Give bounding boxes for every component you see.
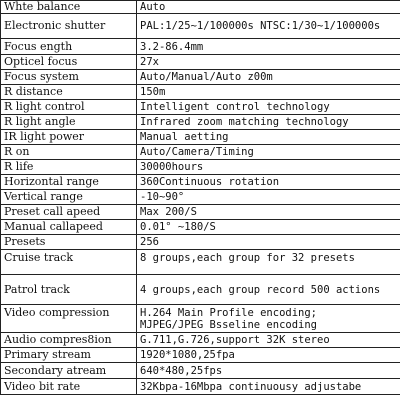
spec-value: 32Kbpa-16Mbpa continuousy adjustabe xyxy=(137,379,400,395)
spec-label: Manual callapeed xyxy=(1,220,137,235)
table-row xyxy=(1,190,400,205)
spec-label: Cruise track xyxy=(1,250,137,275)
table-row xyxy=(1,363,400,379)
spec-label: Opticel focus xyxy=(1,55,137,70)
table-row xyxy=(1,220,400,235)
spec-label: R light control xyxy=(1,100,137,115)
table-row xyxy=(1,160,400,175)
spec-value: Auto/Camera/Timing xyxy=(137,145,400,160)
spec-label: R on xyxy=(1,145,137,160)
spec-value: 150m xyxy=(137,85,400,100)
spec-label: R life xyxy=(1,160,137,175)
table-row xyxy=(1,275,400,305)
table-row xyxy=(1,175,400,190)
spec-value: Intelligent control technology xyxy=(137,100,400,115)
spec-value: 4 groups,each group record 500 actions xyxy=(137,275,400,305)
spec-value: 360Continuous rotation xyxy=(137,175,400,190)
spec-value: 1920*1080,25fpa xyxy=(137,348,400,363)
table-row xyxy=(1,14,400,39)
spec-label: IR light power xyxy=(1,130,137,145)
table-row xyxy=(1,1,400,14)
spec-label: Video compression xyxy=(1,305,137,333)
table-row xyxy=(1,305,400,333)
table-row xyxy=(1,250,400,275)
table-row xyxy=(1,145,400,160)
table-row xyxy=(1,235,400,250)
spec-label: Primary stream xyxy=(1,348,137,363)
spec-label: Video bit rate xyxy=(1,379,137,395)
table-row xyxy=(1,333,400,348)
spec-value-line-2: MJPEG/JPEG Bsseline encoding xyxy=(140,319,318,331)
spec-label: Electronic shutter xyxy=(1,14,137,39)
spec-label: R distance xyxy=(1,85,137,100)
table-row xyxy=(1,70,400,85)
spec-label: R light angle xyxy=(1,115,137,130)
table-row xyxy=(1,39,400,55)
spec-value: 256 xyxy=(137,235,400,250)
spec-value: -10~90° xyxy=(137,190,400,205)
table-row xyxy=(1,379,400,395)
spec-label: Focus system xyxy=(1,70,137,85)
spec-value: 3.2-86.4mm xyxy=(137,39,400,55)
spec-label: Secondary atream xyxy=(1,363,137,379)
spec-label: Focus ength xyxy=(1,39,137,55)
spec-value: 8 groups,each group for 32 presets xyxy=(137,250,400,275)
table-row xyxy=(1,205,400,220)
spec-label: Preset call apeed xyxy=(1,205,137,220)
spec-value: Auto/Manual/Auto z00m xyxy=(137,70,400,85)
spec-label: Horizontal range xyxy=(1,175,137,190)
spec-value: Max 200/S xyxy=(137,205,400,220)
spec-value-line-1: H.264 Main Profile encoding; xyxy=(140,307,318,319)
spec-label: Patrol track xyxy=(1,275,137,305)
spec-value: 0.01° ~180/S xyxy=(137,220,400,235)
spec-value: Infrared zoom matching technology xyxy=(137,115,400,130)
spec-value: 27x xyxy=(137,55,400,70)
table-row xyxy=(1,100,400,115)
spec-value: Auto xyxy=(137,1,400,14)
table-row xyxy=(1,115,400,130)
spec-value: G.711,G.726,support 32K stereo xyxy=(137,333,400,348)
spec-value: 30000hours xyxy=(137,160,400,175)
table-row xyxy=(1,130,400,145)
spec-label: Vertical range xyxy=(1,190,137,205)
spec-value: PAL:1/25~1/100000s NTSC:1/30~1/100000s xyxy=(137,14,400,39)
spec-value: 640*480,25fps xyxy=(137,363,400,379)
spec-value-multiline xyxy=(137,305,400,333)
spec-value: Manual aetting xyxy=(137,130,400,145)
table-row xyxy=(1,348,400,363)
table-row xyxy=(1,85,400,100)
spec-label: Audio compres8ion xyxy=(1,333,137,348)
spec-label: Whte balance xyxy=(1,1,137,14)
table-row xyxy=(1,55,400,70)
spec-label: Presets xyxy=(1,235,137,250)
